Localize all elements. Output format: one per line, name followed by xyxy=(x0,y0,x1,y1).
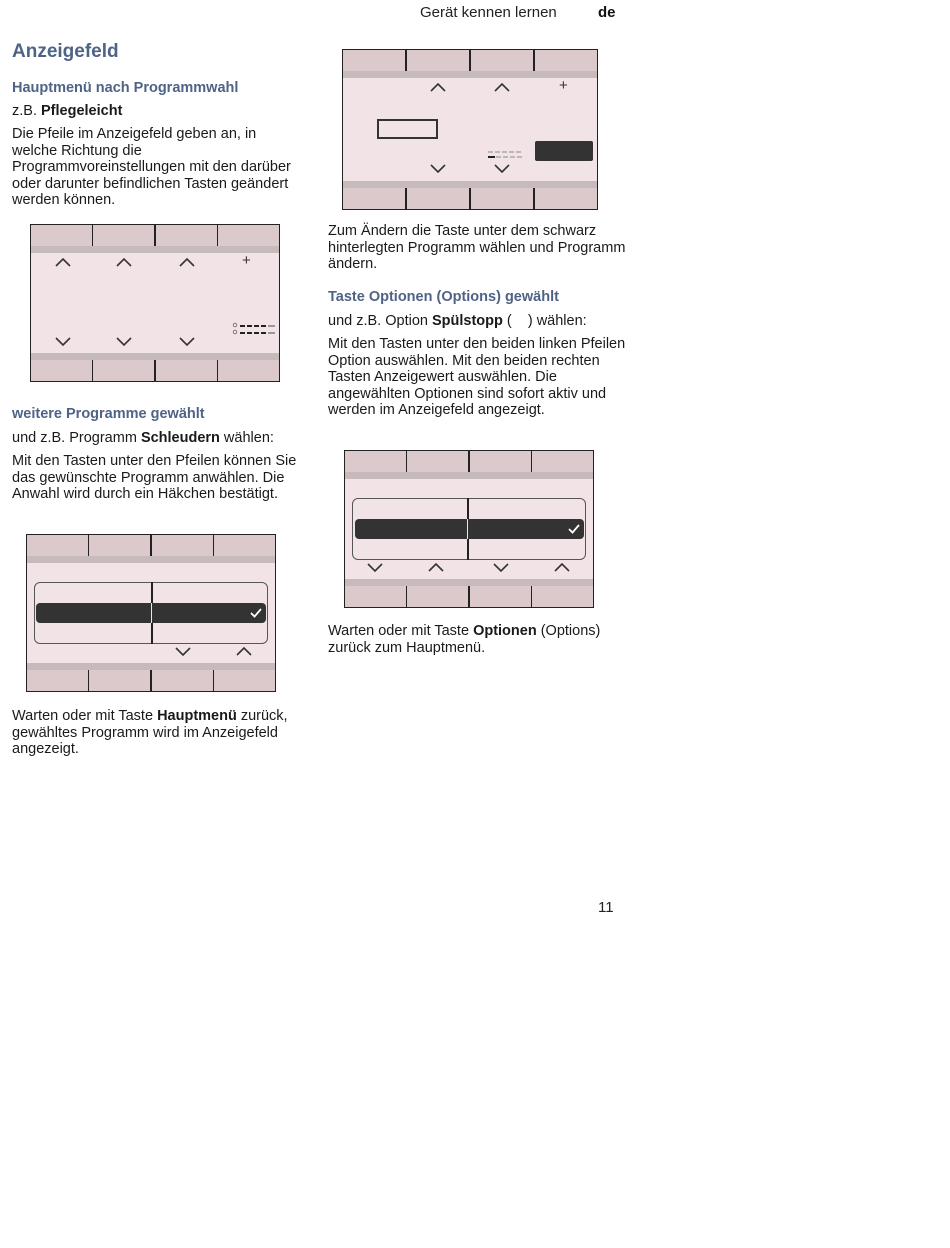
header-title: Gerät kennen lernen xyxy=(420,4,557,21)
display-options xyxy=(344,450,594,608)
display-program-select xyxy=(26,534,276,692)
display-band xyxy=(27,663,275,670)
plus-icon: + xyxy=(559,77,568,94)
page-number: 11 xyxy=(598,899,614,916)
display-band xyxy=(27,556,275,563)
display-key[interactable] xyxy=(31,360,92,381)
chevron-up-icon xyxy=(426,561,446,575)
display-band xyxy=(345,472,593,479)
bottom-keys xyxy=(345,586,593,607)
display-key[interactable] xyxy=(535,188,597,209)
chevron-down-icon xyxy=(428,162,448,176)
section-title: Anzeigefeld xyxy=(12,41,119,62)
display-key[interactable] xyxy=(345,451,406,472)
checkmark-icon xyxy=(249,606,263,624)
wait-suffix: (Options) zurück zum Hauptmenü. xyxy=(328,623,601,656)
chevron-up-icon xyxy=(114,256,134,270)
chevron-down-icon xyxy=(492,162,512,176)
wait-main-menu-text xyxy=(12,708,302,758)
highlighted-program-box xyxy=(535,141,593,161)
change-program-text: Zum Ändern die Taste unter dem schwarz hinterlegten Programm wählen und Programm ändern. xyxy=(328,223,626,272)
options-key-name: Optionen xyxy=(473,623,537,639)
display-key[interactable] xyxy=(214,670,275,691)
display-key[interactable] xyxy=(343,188,405,209)
chevron-up-icon xyxy=(552,561,572,575)
main-menu-description: Die Pfeile im Anzeigefeld geben an, in welche Richtung die Programmvoreinstellungen mit den darüber oder darunter befindlichen Tasten geändert werden können. xyxy=(12,126,291,208)
display-key[interactable] xyxy=(218,225,279,246)
chevron-down-icon xyxy=(173,645,193,659)
display-key[interactable] xyxy=(218,360,279,381)
bottom-keys xyxy=(31,360,279,381)
display-key[interactable] xyxy=(152,670,213,691)
display-key[interactable] xyxy=(345,586,406,607)
chevron-down-icon xyxy=(53,335,73,349)
options-description: Mit den Tasten unter den beiden linken Pfeilen Option auswählen. Mit den beiden rechten Tasten Anzeigewert auswählen. Die angewählten Optionen sind sofort aktiv und werden im Anzeigefeld angezeigt. xyxy=(328,336,626,418)
display-key[interactable] xyxy=(31,225,92,246)
more-program: Schleudern xyxy=(140,430,220,446)
example-line xyxy=(12,103,122,120)
more-prefix: und z.B. Programm xyxy=(12,430,141,446)
display-key[interactable] xyxy=(152,535,213,556)
display-band xyxy=(343,181,597,188)
heading-more-programs: weitere Programme gewählt xyxy=(12,406,205,422)
chevron-up-icon xyxy=(53,256,73,270)
chevron-down-icon xyxy=(114,335,134,349)
program-frame xyxy=(377,119,438,139)
display-band xyxy=(345,579,593,586)
selection-divider xyxy=(467,519,468,539)
bottom-keys xyxy=(27,670,275,691)
top-keys xyxy=(345,451,593,472)
display-key[interactable] xyxy=(407,50,469,71)
selected-option-bar xyxy=(355,519,584,539)
display-key[interactable] xyxy=(93,225,154,246)
wait-prefix: Warten oder mit Taste xyxy=(328,623,474,639)
display-key[interactable] xyxy=(156,225,217,246)
display-key[interactable] xyxy=(470,586,531,607)
display-key[interactable] xyxy=(407,586,468,607)
top-keys xyxy=(343,50,597,71)
display-key[interactable] xyxy=(89,535,150,556)
top-keys xyxy=(31,225,279,246)
wait-prefix: Warten oder mit Taste xyxy=(12,708,158,724)
wait-suffix: zurück, gewähltes Programm wird im Anzeigefeld angezeigt. xyxy=(12,708,288,757)
top-keys xyxy=(27,535,275,556)
heading-options: Taste Optionen (Options) gewählt xyxy=(328,289,559,305)
chevron-down-icon xyxy=(365,561,385,575)
display-key[interactable] xyxy=(471,188,533,209)
checkmark-icon xyxy=(567,522,581,540)
bottom-keys xyxy=(343,188,597,209)
chevron-down-icon xyxy=(491,561,511,575)
selection-divider xyxy=(151,603,152,623)
main-menu-key-name: Hauptmenü xyxy=(157,708,237,724)
chevron-down-icon xyxy=(177,335,197,349)
display-key[interactable] xyxy=(532,451,593,472)
chevron-up-icon xyxy=(234,645,254,659)
header-language: de xyxy=(598,4,616,21)
option-example-line xyxy=(328,313,587,330)
example-program: Pflegeleicht xyxy=(41,103,123,119)
chevron-up-icon xyxy=(428,81,448,95)
heading-main-menu: Hauptmenü nach Programmwahl xyxy=(12,80,239,96)
chevron-up-icon xyxy=(177,256,197,270)
display-key[interactable] xyxy=(89,670,150,691)
display-key[interactable] xyxy=(93,360,154,381)
display-key[interactable] xyxy=(407,451,468,472)
display-main-menu xyxy=(30,224,280,382)
wait-options-text xyxy=(328,623,628,656)
display-key[interactable] xyxy=(407,188,469,209)
display-highlighted-program xyxy=(342,49,598,210)
plus-icon: + xyxy=(242,252,251,269)
display-key[interactable] xyxy=(27,670,88,691)
display-key[interactable] xyxy=(532,586,593,607)
display-band xyxy=(31,353,279,360)
option-name: Spülstopp xyxy=(431,313,503,329)
display-key[interactable] xyxy=(27,535,88,556)
display-key[interactable] xyxy=(470,451,531,472)
chevron-up-icon xyxy=(492,81,512,95)
display-key[interactable] xyxy=(214,535,275,556)
more-programs-description: Mit den Tasten unter den Pfeilen können Sie das gewünschte Programm anwählen. Die Anwahl wird durch ein Häkchen bestätigt. xyxy=(12,453,297,502)
display-key[interactable] xyxy=(535,50,597,71)
option-suffix: ( ) wählen: xyxy=(502,313,587,329)
display-key[interactable] xyxy=(471,50,533,71)
display-key[interactable] xyxy=(156,360,217,381)
more-suffix: wählen: xyxy=(219,430,274,446)
display-key[interactable] xyxy=(343,50,405,71)
option-prefix: und z.B. Option xyxy=(328,313,432,329)
spin-level-icon xyxy=(231,322,277,341)
more-programs-line xyxy=(12,430,274,447)
example-prefix: z.B. xyxy=(12,103,42,119)
